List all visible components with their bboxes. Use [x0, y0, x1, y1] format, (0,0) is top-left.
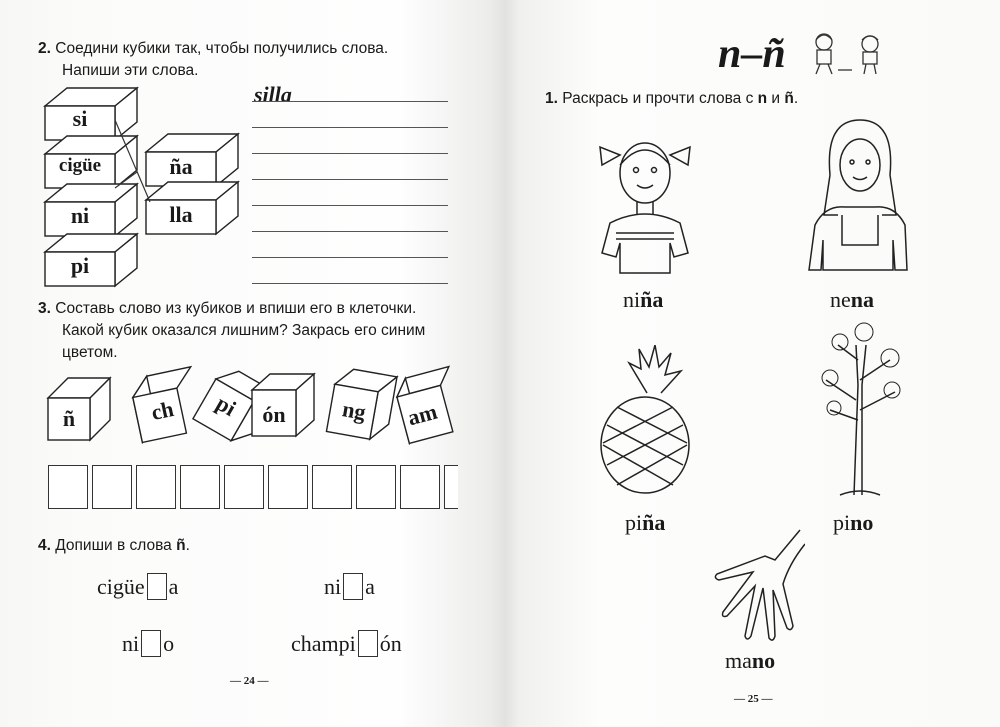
- cube3-label-n: ñ: [62, 406, 76, 431]
- letter-cell[interactable]: [180, 465, 220, 509]
- page-number-right: — 25 —: [734, 693, 773, 705]
- letter-blank[interactable]: [358, 630, 378, 657]
- letter-cell[interactable]: [356, 465, 396, 509]
- fill-word: champi ón: [291, 631, 402, 656]
- task4-instruction: 4. Допиши в слова ñ.: [38, 537, 190, 554]
- writing-line[interactable]: [252, 101, 448, 102]
- cube-label-cigue: cigüe: [58, 155, 102, 176]
- fill-word: cigüe a: [97, 574, 179, 599]
- cube-label-na: ña: [169, 154, 193, 179]
- cube3-label-am: am: [404, 398, 440, 431]
- word-nena: nena: [830, 287, 875, 312]
- writing-line[interactable]: [252, 257, 448, 258]
- writing-line[interactable]: [252, 179, 448, 180]
- writing-line[interactable]: [252, 153, 448, 154]
- letter-cell[interactable]: [92, 465, 132, 509]
- word-mano: mano: [725, 648, 776, 673]
- example-word: silla: [254, 82, 292, 107]
- word-pino: pino: [833, 510, 874, 535]
- cube-label-pi: pi: [70, 253, 90, 278]
- letter-cell[interactable]: [224, 465, 264, 509]
- writing-line[interactable]: [252, 283, 448, 284]
- writing-line[interactable]: [252, 231, 448, 232]
- cube-label-ni: ni: [70, 203, 90, 228]
- task3-instruction: 3. Составь слово из кубиков и впиши его в клеточки. Какой кубик оказался лишним? Закрась его синим цветом.: [38, 300, 426, 361]
- cube3-label-ng: ng: [340, 396, 368, 425]
- children-icon: [808, 30, 888, 78]
- letter-blank[interactable]: [343, 573, 363, 600]
- word-pina: piña: [625, 510, 666, 535]
- cube-label-lla: lla: [169, 202, 193, 227]
- task1-instruction: 1. Раскрась и прочти слова с n и ñ.: [545, 90, 799, 107]
- letter-blank[interactable]: [141, 630, 161, 657]
- girl-illustration: [590, 125, 700, 275]
- task2-instruction: 2. Соедини кубики так, чтобы получились слова. Напиши эти слова.: [38, 40, 389, 79]
- cube-label-si: si: [72, 106, 88, 131]
- letter-cell[interactable]: [268, 465, 308, 509]
- letter-cell[interactable]: [48, 465, 88, 509]
- letter-cell[interactable]: [400, 465, 440, 509]
- writing-line[interactable]: [252, 127, 448, 128]
- cube3-label-ch: ch: [149, 395, 176, 426]
- letter-cell[interactable]: [136, 465, 176, 509]
- letter-blank[interactable]: [147, 573, 167, 600]
- fill-word: ni o: [122, 631, 175, 656]
- cube3-label-pi: pi: [212, 390, 241, 421]
- fill-word: ni a: [324, 574, 375, 599]
- page-heading: n–ñ: [718, 31, 786, 77]
- letter-cell-partial[interactable]: [444, 465, 458, 509]
- cube3-label-on: ón: [262, 402, 286, 427]
- hand-illustration: [705, 525, 805, 645]
- word-nina: niña: [623, 287, 664, 312]
- woman-illustration: [800, 115, 915, 275]
- pine-tree-illustration: [810, 320, 910, 500]
- writing-line[interactable]: [252, 205, 448, 206]
- pineapple-illustration: [597, 345, 697, 495]
- page-number-left: — 24 —: [230, 675, 269, 687]
- letter-cell[interactable]: [312, 465, 352, 509]
